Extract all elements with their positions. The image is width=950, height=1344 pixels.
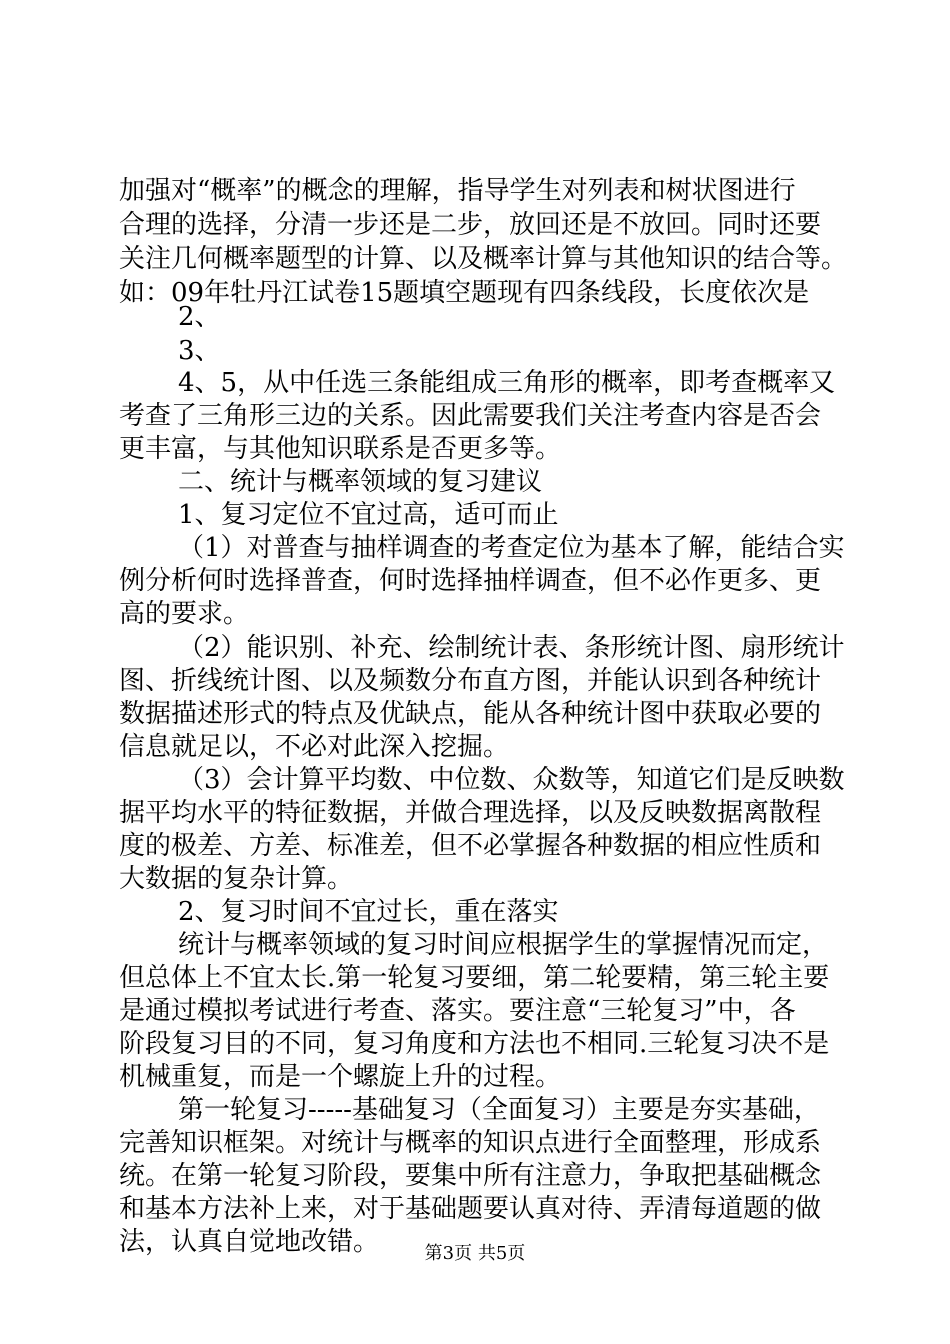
text-line: 更丰富，与其他知识联系是否更多等。 <box>119 434 562 464</box>
text-line: 数据描述形式的特点及优缺点，能从各种统计图中获取必要的 <box>119 699 822 729</box>
text-line: 完善知识框架。对统计与概率的知识点进行全面整理，形成系 <box>119 1128 822 1158</box>
text-line: （2）能识别、补充、绘制统计表、条形统计图、扇形统计 <box>178 633 845 663</box>
text-line: 4、5，从中任选三条能组成三角形的概率，即考查概率又 <box>178 368 836 398</box>
subsection-heading: 2、复习时间不宜过长，重在落实 <box>178 897 559 927</box>
text-line: （1）对普查与抽样调查的考查定位为基本了解，能结合实 <box>178 533 845 563</box>
text-line: 考查了三角形三边的关系。因此需要我们关注考查内容是否会 <box>119 401 822 431</box>
text-line: 法，认真自觉地改错。 <box>119 1227 380 1257</box>
text-line: 度的极差、方差、标准差，但不必掌握各种数据的相应性质和 <box>119 831 822 861</box>
text-line: 统计与概率领域的复习时间应根据学生的掌握情况而定， <box>178 930 829 960</box>
text-line: 阶段复习目的不同，复习角度和方法也不相同.三轮复习决不是 <box>119 1029 830 1059</box>
text-line: 第一轮复习-----基础复习（全面复习）主要是夯实基础， <box>178 1095 820 1125</box>
text-line: 关注几何概率题型的计算、以及概率计算与其他知识的结合等。 <box>119 244 848 274</box>
text-line: 如：09年牡丹江试卷15题填空题现有四条线段，长度依次是 <box>119 278 810 308</box>
text-line: 信息就足以，不必对此深入挖掘。 <box>119 732 510 762</box>
text-line: 统。在第一轮复习阶段，要集中所有注意力，争取把基础概念 <box>119 1161 822 1191</box>
text-line: 和基本方法补上来，对于基础题要认真对待、弄清每道题的做 <box>119 1194 822 1224</box>
text-line: 高的要求。 <box>119 599 250 629</box>
text-line: 2、 <box>178 302 221 332</box>
text-line: 据平均水平的特征数据，并做合理选择，以及反映数据离散程 <box>119 798 822 828</box>
text-line: 3、 <box>178 336 221 366</box>
text-line: 大数据的复杂计算。 <box>119 864 354 894</box>
text-line: 是通过模拟考试进行考查、落实。要注意“三轮复习”中，各 <box>119 996 796 1026</box>
subsection-heading: 1、复习定位不宜过高，适可而止 <box>178 500 559 530</box>
text-line: 但总体上不宜太长.第一轮复习要细，第二轮要精，第三轮主要 <box>119 963 830 993</box>
section-heading: 二、统计与概率领域的复习建议 <box>178 467 543 497</box>
text-line: 例分析何时选择普查，何时选择抽样调查，但不必作更多、更 <box>119 566 822 596</box>
text-line: 机械重复，而是一个螺旋上升的过程。 <box>119 1062 562 1092</box>
page-footer: 第3页 共5页 <box>424 1243 526 1264</box>
text-line: （3）会计算平均数、中位数、众数等，知道它们是反映数 <box>178 765 845 795</box>
text-line: 图、折线统计图、以及频数分布直方图，并能认识到各种统计 <box>119 666 822 696</box>
text-line: 合理的选择，分清一步还是二步，放回还是不放回。同时还要 <box>119 210 822 240</box>
text-line: 加强对“概率”的概念的理解，指导学生对列表和树状图进行 <box>119 176 796 206</box>
